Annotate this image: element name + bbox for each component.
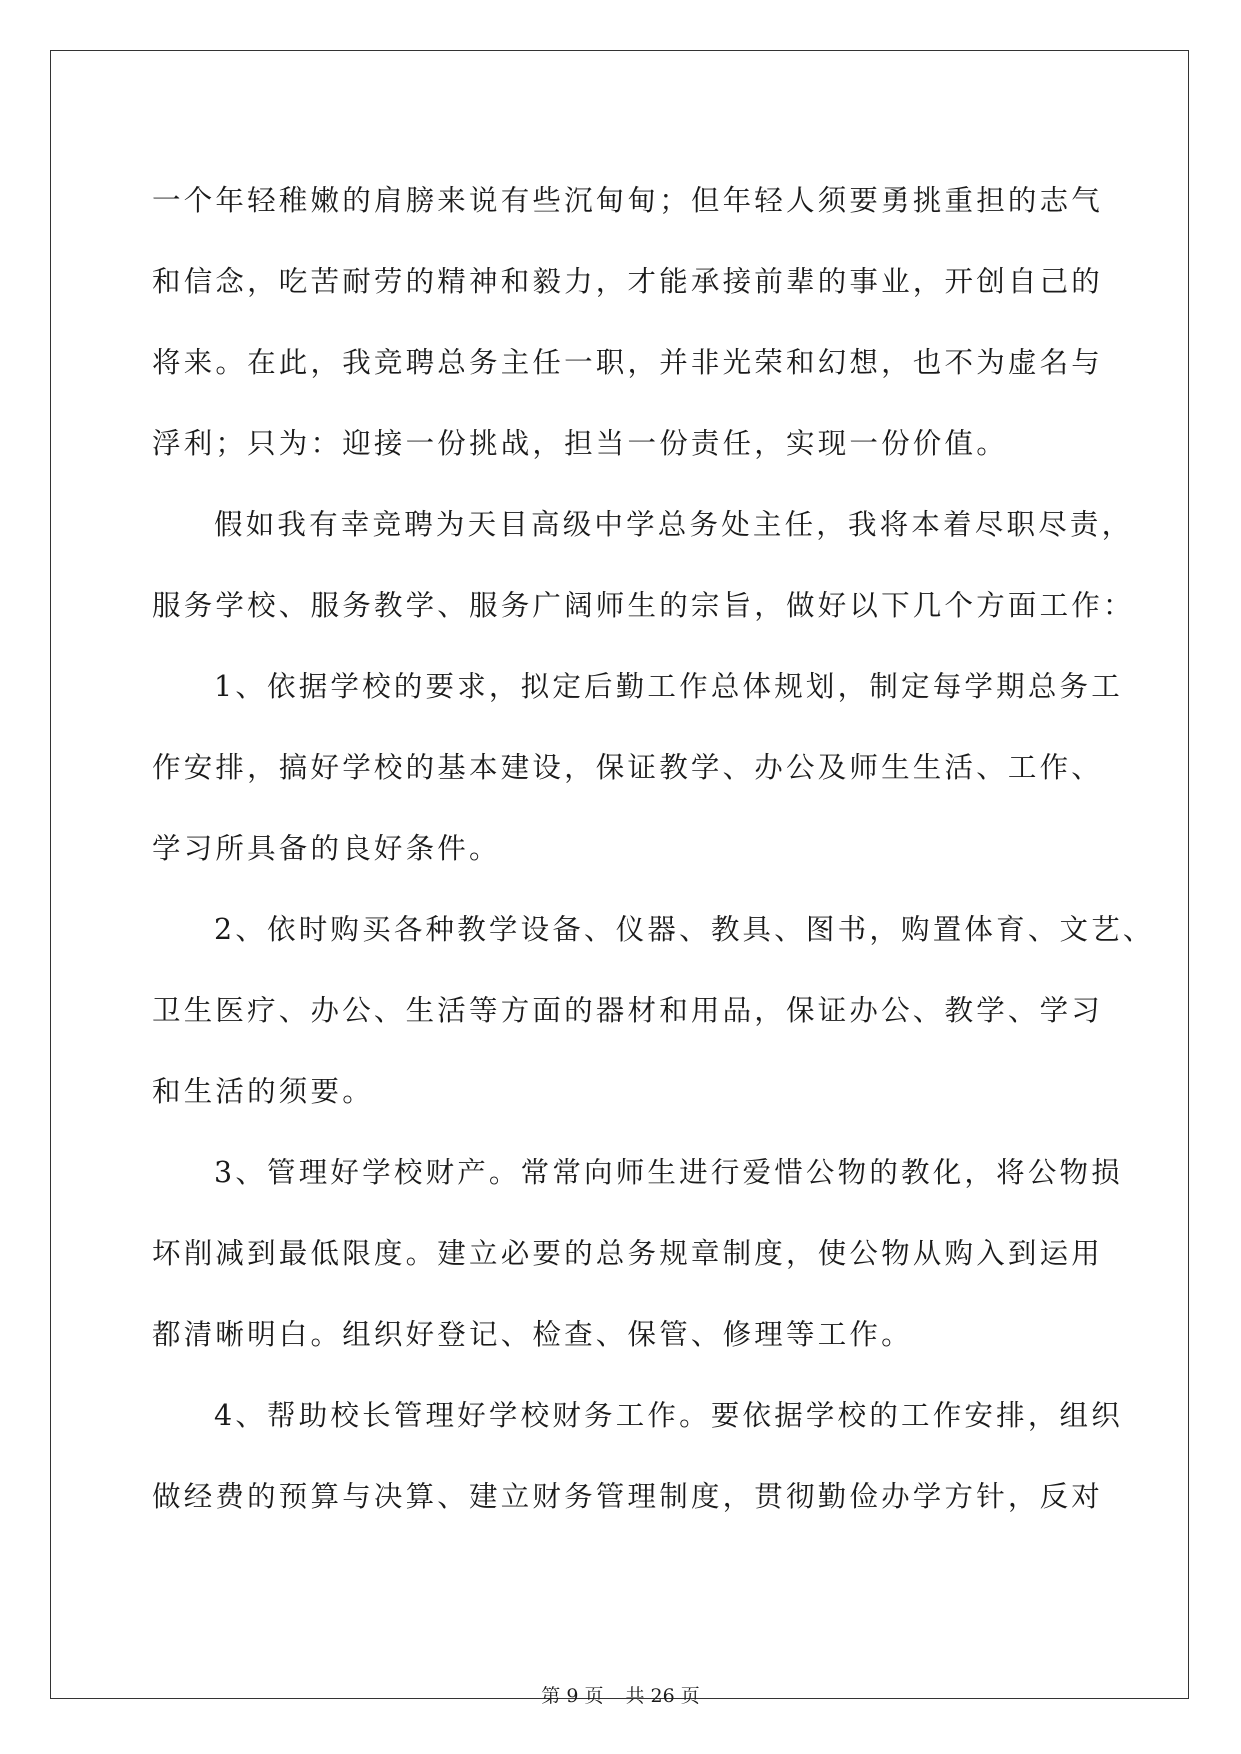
text-line: 浮利；只为：迎接一份挑战，担当一份责任，实现一份价值。	[152, 427, 1008, 460]
text-line: 做经费的预算与决算、建立财务管理制度，贯彻勤俭办学方针，反对	[152, 1480, 1104, 1513]
text-line: 作安排，搞好学校的基本建设，保证教学、办公及师生生活、工作、	[152, 751, 1104, 784]
text-line: 3、管理好学校财产。常常向师生进行爱惜公物的教化，将公物损	[214, 1156, 1123, 1189]
body-text	[152, 160, 1155, 1537]
text-line: 4、帮助校长管理好学校财务工作。要依据学校的工作安排，组织	[214, 1399, 1123, 1432]
text-line: 服务学校、服务教学、服务广阔师生的宗旨，做好以下几个方面工作：	[152, 589, 1135, 622]
text-line: 假如我有幸竞聘为天目高级中学总务处主任，我将本着尽职尽责，	[214, 508, 1134, 541]
text-line: 和信念，吃苦耐劳的精神和毅力，才能承接前辈的事业，开创自己的	[152, 265, 1104, 298]
text-line: 2、依时购买各种教学设备、仪器、教具、图书，购置体育、文艺、	[214, 913, 1155, 946]
text-line: 都清晰明白。组织好登记、检查、保管、修理等工作。	[152, 1318, 913, 1351]
page-footer	[0, 1676, 1241, 1716]
text-line: 坏削减到最低限度。建立必要的总务规章制度，使公物从购入到运用	[152, 1237, 1104, 1270]
text-line: 学习所具备的良好条件。	[152, 832, 501, 865]
page-total: 共 26 页	[625, 1685, 700, 1707]
text-line: 1、依据学校的要求，拟定后勤工作总体规划，制定每学期总务工	[214, 670, 1123, 703]
text-line: 和生活的须要。	[152, 1075, 374, 1108]
text-line: 一个年轻稚嫩的肩膀来说有些沉甸甸；但年轻人须要勇挑重担的志气	[152, 184, 1104, 217]
page-number: 第 9 页	[541, 1685, 604, 1707]
text-line: 卫生医疗、办公、生活等方面的器材和用品，保证办公、教学、学习	[152, 994, 1104, 1027]
text-line: 将来。在此，我竞聘总务主任一职，并非光荣和幻想，也不为虚名与	[152, 346, 1104, 379]
